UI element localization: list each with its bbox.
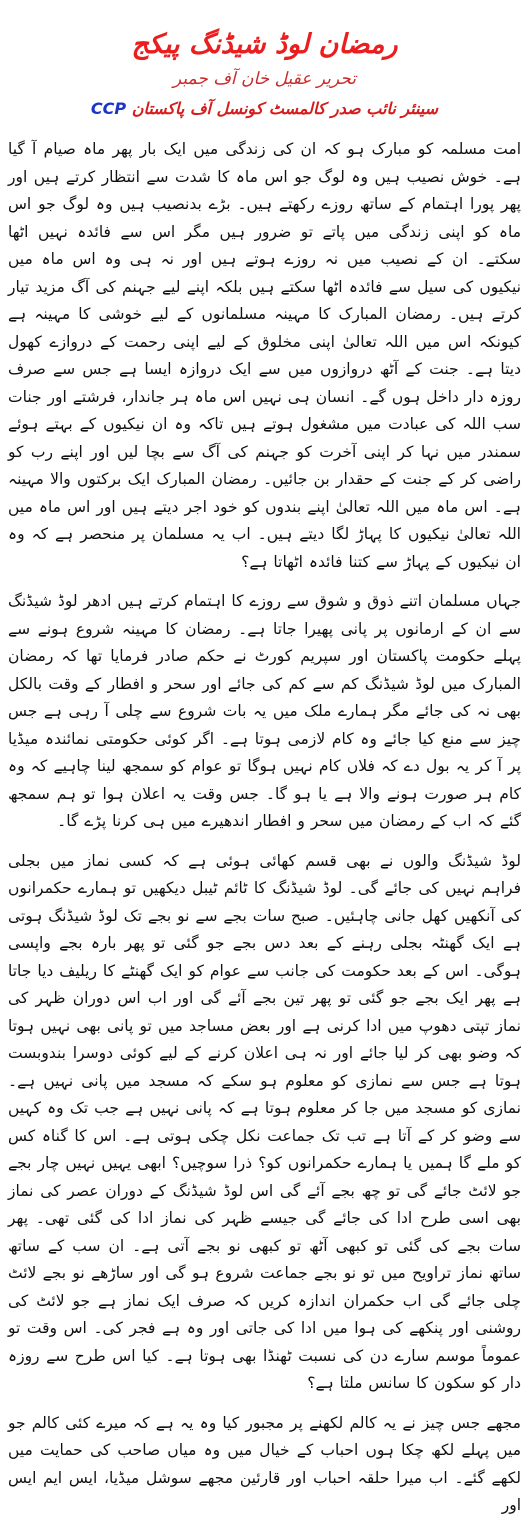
- paragraph: امت مسلمہ کو مبارک ہو کہ ان کی زندگی میں ایک بار پھر ماہ صیام آ گیا ہے۔ خوش نصیب ہیں وہ لوگ جو اس ماہ کا شدت سے انتظار کرتے ہیں اور پھر پورا اہتمام کے ساتھ روزے رکھتے ہیں۔ بڑے بدنصیب ہیں وہ لوگ جو اس ماہ کو اپنی زندگی میں پاتے تو ضرور ہیں مگر اس سے فائدہ نہیں اٹھا سکتے۔ ان کے نصیب میں نہ روزے ہوتے ہیں اور نہ ہی وہ اس ماہ میں نیکیوں کی سیل سے فائدہ اٹھا سکتے ہیں بلکہ اپنے لیے جہنم کی آگ مزید تیار کرتے ہیں۔ رمضان المبارک کا مہینہ مسلمانوں کے لیے خوشی کا مہینہ ہے کیونکہ اس میں اللہ تعالیٰ اپنی مخلوق کے لیے اپنی رحمت کے دروازے کھول دیتا ہے۔ جنت کے آٹھ دروازوں میں سے ایک دروازہ ایسا ہے جس سے صرف روزہ دار داخل ہوں گے۔ انسان ہی نہیں اس ماہ ہر جاندار، فرشتے اور جنات سب اللہ کی عبادت میں مشغول ہوتے ہیں تاکہ وہ ان نیکیوں کے بہتے ہوئے سمندر میں نہا کر اپنی آخرت کو جہنم کی آگ سے بچا لیں اور اپنے رب کو راضی کر کے جنت کے حقدار بن جائیں۔ رمضان المبارک ایک برکتوں والا مہینہ ہے۔ اس ماہ میں اللہ تعالیٰ اپنے بندوں کو خود اجر دیتے ہیں اور اس ماہ میں اللہ تعالیٰ نیکیوں کا پہاڑ لگا دیتے ہیں۔ اب یہ مسلمان پر منحصر ہے کہ وہ ان نیکیوں کے پہاڑ سے کتنا فائدہ اٹھاتا ہے؟: [8, 140, 521, 571]
- organization-acronym: CCP: [90, 99, 127, 118]
- paragraph: جہاں مسلمان اتنے ذوق و شوق سے روزے کا اہتمام کرتے ہیں ادھر لوڈ شیڈنگ سے ان کے ارمانوں پر پانی پھیرا جاتا ہے۔ رمضان کا مہینہ شروع ہونے سے پہلے حکومت پاکستان اور سپریم کورٹ نے حکم صادر فرمایا تھا کہ رمضان المبارک میں لوڈ شیڈنگ کم سے کم کی جائے اور سحر و افطار کے وقت بالکل بھی نہ کی جائے مگر ہمارے ملک میں یہ بات شروع سے چلی آ رہی ہے جس چیز سے منع کیا جائے وہ کام لازمی ہوتا ہے۔ اگر کوئی حکومتی نمائندہ میڈیا پر آ کر یہ بول دے کہ فلاں کام نہیں ہوگا تو عوام کو سمجھ لینا چاہیے کہ وہ کام ہر صورت ہونے والا ہے یا ہو گا۔ جس وقت یہ اعلان ہوا تو ہم سمجھ گئے کہ اب کے رمضان میں سحر و افطار اندھیرے میں ہی کرنا پڑے گا۔: [8, 592, 521, 830]
- paragraph: لوڈ شیڈنگ والوں نے بھی قسم کھائی ہوئی ہے کہ کسی نماز میں بجلی فراہم نہیں کی جائے گی۔ لوڈ شیڈنگ کا ٹائم ٹیبل دیکھیں تو ہمارے حکمرانوں کی آنکھیں کھل جانی چاہئیں۔ صبح سات بجے سے نو بجے تک لوڈ شیڈنگ ہوتی ہے ایک گھنٹہ بجلی رہنے کے بعد دس بجے جو گئی تو پھر بارہ بجے واپسی ہوگی۔ اس کے بعد حکومت کی جانب سے عوام کو ایک گھنٹے کا ریلیف دیا جاتا ہے پھر ایک بجے جو گئی تو پھر تین بجے آئے گی اور اب اس دوران ظہر کی نماز تپتی دھوپ میں ادا کرنی ہے اور بعض مساجد میں تو پانی بھی نہیں ہوتا کہ وضو بھی کر لیا جائے اور نہ ہی اعلان کرنے کے لیے کوئی دوسرا بندوبست ہوتا ہے جس سے نمازی کو معلوم ہو سکے کہ مسجد میں پانی نہیں ہے۔ نمازی کو مسجد میں جا کر معلوم ہوتا ہے کہ پانی نہیں ہے جب تک وہ کہیں سے وضو کر کے آتا ہے تب تک جماعت نکل چکی ہوتی ہے۔ اس کا گناہ کس کو ملے گا ہمیں یا ہمارے حکمرانوں کو؟ ذرا سوچیں؟ ابھی یہیں نہیں چار بجے جو لائٹ جائے گی تو چھ بجے آئے گی اس لوڈ شیڈنگ کے دوران عصر کی نماز بھی اسی طرح ادا کی جائے گی جیسے ظہر کی نماز ادا کی گئی تھی۔ پھر سات بجے کی گئی تو کبھی آٹھ تو کبھی نو بجے آتی ہے۔ ان سب کے ساتھ ساتھ نماز تراویح میں تو نو بجے جماعت شروع ہو گی اور ساڑھے نو بجے لائٹ چلی جائے گی اب حکمران اندازہ کریں کہ صرف ایک نماز ہے جو لائٹ کی روشنی اور پنکھے کی ہوا میں ادا کی جاتی اور وہ ہے فجر کی۔ اس وقت تو عموماً موسم سارے دن کی نسبت ٹھنڈا بھی ہوتا ہے۔ کیا اس طرح سے روزہ دار کو سکون کا سانس ملتا ہے؟: [8, 851, 521, 1392]
- paragraph: مجھے جس چیز نے یہ کالم لکھنے پر مجبور کیا وہ یہ ہے کہ میرے کئی کالم جو میں پہلے لکھ چکا ہوں احباب کے خیال میں وہ میاں صاحب کی حمایت میں لکھے گئے۔ اب میرا حلقہ احباب اور قارئین مجھے سوشل میڈیا، ایس ایم ایس اور: [8, 1413, 521, 1514]
- author-byline: تحریر عقیل خان آف جمبر: [173, 69, 356, 89]
- article-body: [8, 136, 521, 1520]
- affiliation-text: سینئر نائب صدر کالمسٹ کونسل آف پاکستان: [131, 99, 439, 118]
- article-title: رمضان لوڈ شیڈنگ پیکج: [131, 29, 398, 60]
- author-affiliation: [8, 94, 521, 124]
